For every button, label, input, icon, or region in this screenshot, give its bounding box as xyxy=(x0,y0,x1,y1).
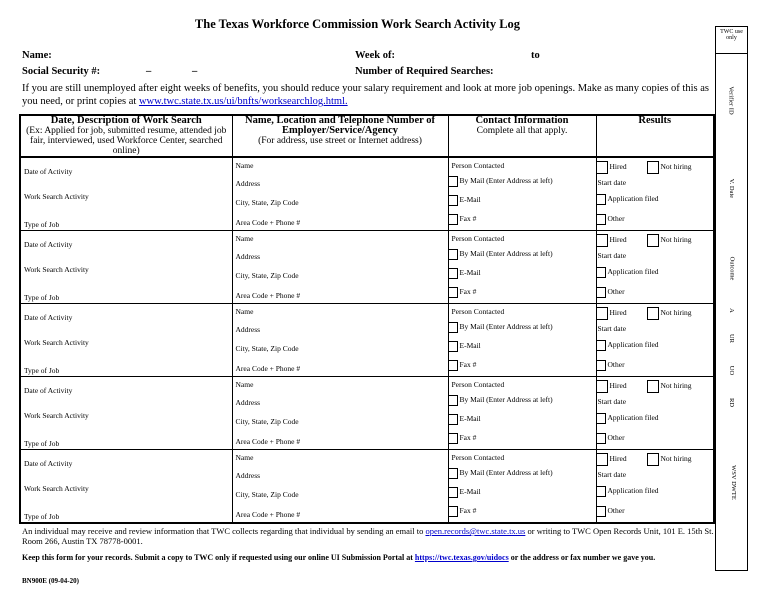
not-hiring-label: Not hiring xyxy=(660,235,692,245)
side-label-a: A xyxy=(727,308,735,313)
form-code: BN900E (09-04-20) xyxy=(22,577,79,585)
application-filed-label: Application filed xyxy=(607,340,659,350)
fax-checkbox[interactable] xyxy=(448,287,458,298)
phone-label: Area Code + Phone # xyxy=(235,291,301,300)
employer-address-label: Address xyxy=(235,179,261,188)
type-of-job-label: Type of Job xyxy=(24,512,60,521)
twc-use-only-header: TWC use only xyxy=(716,27,747,54)
person-contacted-label: Person Contacted xyxy=(451,453,505,462)
employer-name-label: Name xyxy=(235,307,254,316)
phone-label: Area Code + Phone # xyxy=(235,437,301,446)
by-mail-label: By Mail (Enter Address at left) xyxy=(459,395,553,405)
side-label-verifier-id: Verifier ID xyxy=(728,86,735,115)
intro-text: If you are still unemployed after eight weeks of benefits, you should reduce your salary requirement and look at more job openings. Make as many copies of this as you need, or print copies at xyxy=(22,83,709,107)
fax-checkbox[interactable] xyxy=(448,360,458,371)
side-label-v-date: V. Date xyxy=(727,178,735,199)
work-search-activity-label: Work Search Activity xyxy=(24,484,89,493)
date-of-activity-label: Date of Activity xyxy=(24,167,73,176)
date-of-activity-label: Date of Activity xyxy=(24,459,73,468)
privacy-notice xyxy=(22,526,716,546)
results-cell xyxy=(596,157,714,231)
start-date-label: Start date xyxy=(597,470,627,479)
application-filed-label: Application filed xyxy=(607,194,659,204)
side-label-wsv-dwte: WSV DWTE xyxy=(729,465,737,500)
fax-checkbox[interactable] xyxy=(448,214,458,225)
start-date-label: Start date xyxy=(597,397,627,406)
results-cell xyxy=(596,450,714,524)
other-checkbox[interactable] xyxy=(596,433,606,444)
employer-name-label: Name xyxy=(235,453,254,462)
type-of-job-label: Type of Job xyxy=(24,220,60,229)
email-checkbox[interactable] xyxy=(448,268,458,279)
ssn-dash-2: – xyxy=(192,66,198,77)
city-state-zip-label: City, State, Zip Code xyxy=(235,344,299,353)
employer-cell xyxy=(232,231,448,304)
application-filed-checkbox[interactable] xyxy=(596,340,606,351)
start-date-label: Start date xyxy=(597,178,627,187)
table-row xyxy=(20,377,714,450)
phone-label: Area Code + Phone # xyxy=(235,364,301,373)
name-label: Name: xyxy=(22,50,52,61)
contact-cell xyxy=(448,304,596,377)
fax-checkbox[interactable] xyxy=(448,433,458,444)
required-searches-label: Number of Required Searches: xyxy=(355,66,494,77)
form-title: The Texas Workforce Commission Work Search Activity Log xyxy=(194,17,521,31)
application-filed-checkbox[interactable] xyxy=(596,486,606,497)
other-checkbox[interactable] xyxy=(596,287,606,298)
application-filed-checkbox[interactable] xyxy=(596,413,606,424)
fax-label: Fax # xyxy=(459,287,477,297)
fax-label: Fax # xyxy=(459,433,477,443)
contact-cell xyxy=(448,377,596,450)
side-label-ur: UR xyxy=(728,333,735,344)
phone-label: Area Code + Phone # xyxy=(235,510,301,519)
city-state-zip-label: City, State, Zip Code xyxy=(235,198,299,207)
activity-cell xyxy=(20,450,232,524)
start-date-label: Start date xyxy=(597,251,627,260)
activity-cell xyxy=(20,231,232,304)
city-state-zip-label: City, State, Zip Code xyxy=(235,417,299,426)
hired-checkbox[interactable] xyxy=(596,307,608,320)
work-search-activity-label: Work Search Activity xyxy=(24,338,89,347)
other-checkbox[interactable] xyxy=(596,214,606,225)
city-state-zip-label: City, State, Zip Code xyxy=(235,490,299,499)
employer-name-label: Name xyxy=(235,234,254,243)
employer-cell xyxy=(232,304,448,377)
application-filed-checkbox[interactable] xyxy=(596,267,606,278)
table-row xyxy=(20,450,714,524)
person-contacted-label: Person Contacted xyxy=(451,234,505,243)
activity-cell xyxy=(20,157,232,231)
privacy-text-2: or writing to TWC Open Records Unit, 101 E. 15th St. Room 266, Austin TX 78778-0001. xyxy=(22,526,714,546)
employer-cell xyxy=(232,450,448,524)
email-label: E-Mail xyxy=(459,195,481,205)
table-row xyxy=(20,304,714,377)
hired-checkbox[interactable] xyxy=(596,380,608,393)
application-filed-checkbox[interactable] xyxy=(596,194,606,205)
fax-checkbox[interactable] xyxy=(448,506,458,517)
work-search-activity-label: Work Search Activity xyxy=(24,411,89,420)
by-mail-checkbox[interactable] xyxy=(448,468,458,479)
other-label: Other xyxy=(607,287,625,297)
not-hiring-label: Not hiring xyxy=(660,381,692,391)
twc-use-only-column xyxy=(715,26,748,571)
application-filed-label: Application filed xyxy=(607,413,659,423)
email-label: E-Mail xyxy=(459,268,481,278)
keep-text-2: or the address or fax number we gave you. xyxy=(510,553,656,562)
work-search-log-table xyxy=(19,114,715,524)
employer-name-label: Name xyxy=(235,380,254,389)
to-label: to xyxy=(531,50,540,61)
hired-label: Hired xyxy=(609,235,627,245)
column-header-results: Results xyxy=(596,115,714,157)
privacy-text: An individual may receive and review information that TWC collects regarding that individual by sending an email to xyxy=(22,526,424,536)
fax-label: Fax # xyxy=(459,506,477,516)
column-header-contact: Contact Information Complete all that apply. xyxy=(448,115,596,157)
hired-label: Hired xyxy=(609,454,627,464)
employer-address-label: Address xyxy=(235,471,261,480)
not-hiring-checkbox[interactable] xyxy=(647,234,659,247)
email-checkbox[interactable] xyxy=(448,414,458,425)
side-label-uo: UO xyxy=(727,365,735,376)
contact-cell xyxy=(448,157,596,231)
email-label: E-Mail xyxy=(459,341,481,351)
other-checkbox[interactable] xyxy=(596,360,606,371)
work-search-activity-label: Work Search Activity xyxy=(24,192,89,201)
person-contacted-label: Person Contacted xyxy=(451,307,505,316)
not-hiring-checkbox[interactable] xyxy=(647,307,659,320)
type-of-job-label: Type of Job xyxy=(24,439,60,448)
person-contacted-label: Person Contacted xyxy=(451,380,505,389)
date-of-activity-label: Date of Activity xyxy=(24,313,73,322)
ssn-dash-1: – xyxy=(146,66,152,77)
email-checkbox[interactable] xyxy=(448,341,458,352)
contact-cell xyxy=(448,231,596,304)
hired-label: Hired xyxy=(609,162,627,172)
by-mail-checkbox[interactable] xyxy=(448,322,458,333)
column-header-date: Date, Description of Work Search (Ex: Applied for job, submitted resume, attended job fair, interviewed, used Workforce Center, searched online) xyxy=(20,115,232,157)
other-label: Other xyxy=(607,360,625,370)
not-hiring-checkbox[interactable] xyxy=(647,161,659,174)
other-label: Other xyxy=(607,214,625,224)
other-label: Other xyxy=(607,433,625,443)
by-mail-label: By Mail (Enter Address at left) xyxy=(459,468,553,478)
side-label-outcome: Outcome xyxy=(727,256,735,281)
email-label: E-Mail xyxy=(459,414,481,424)
city-state-zip-label: City, State, Zip Code xyxy=(235,271,299,280)
by-mail-checkbox[interactable] xyxy=(448,249,458,260)
application-filed-label: Application filed xyxy=(607,486,659,496)
hired-checkbox[interactable] xyxy=(596,161,608,174)
type-of-job-label: Type of Job xyxy=(24,293,60,302)
employer-cell xyxy=(232,377,448,450)
email-checkbox[interactable] xyxy=(448,195,458,206)
not-hiring-label: Not hiring xyxy=(660,308,692,318)
not-hiring-checkbox[interactable] xyxy=(647,453,659,466)
open-records-email-link[interactable]: open.records@twc.state.tx.us xyxy=(425,526,526,536)
fax-label: Fax # xyxy=(459,214,477,224)
not-hiring-label: Not hiring xyxy=(660,162,692,172)
hired-checkbox[interactable] xyxy=(596,234,608,247)
hired-checkbox[interactable] xyxy=(596,453,608,466)
employer-name-label: Name xyxy=(235,161,254,170)
employer-address-label: Address xyxy=(235,325,261,334)
date-of-activity-label: Date of Activity xyxy=(24,240,73,249)
by-mail-label: By Mail (Enter Address at left) xyxy=(459,249,553,259)
by-mail-checkbox[interactable] xyxy=(448,176,458,187)
hired-label: Hired xyxy=(609,381,627,391)
ssn-label: Social Security #: xyxy=(22,66,101,77)
not-hiring-label: Not hiring xyxy=(660,454,692,464)
activity-cell xyxy=(20,304,232,377)
results-cell xyxy=(596,377,714,450)
work-search-activity-label: Work Search Activity xyxy=(24,265,89,274)
results-cell xyxy=(596,304,714,377)
intro-paragraph xyxy=(22,82,712,108)
table-row xyxy=(20,231,714,304)
results-cell xyxy=(596,231,714,304)
person-contacted-label: Person Contacted xyxy=(451,161,505,170)
by-mail-label: By Mail (Enter Address at left) xyxy=(459,322,553,332)
column-header-employer: Name, Location and Telephone Number of Employer/Service/Agency (For address, use street or Internet address) xyxy=(232,115,448,157)
not-hiring-checkbox[interactable] xyxy=(647,380,659,393)
week-of-label: Week of: xyxy=(355,50,395,61)
side-label-rd: RD xyxy=(728,397,735,408)
start-date-label: Start date xyxy=(597,324,627,333)
application-filed-label: Application filed xyxy=(607,267,659,277)
ui-submission-portal-link[interactable]: https://twc.texas.gov/uidocs xyxy=(414,553,509,562)
employer-address-label: Address xyxy=(235,252,261,261)
activity-cell xyxy=(20,377,232,450)
employer-cell xyxy=(232,157,448,231)
fax-label: Fax # xyxy=(459,360,477,370)
worksearchlog-link[interactable]: www.twc.state.tx.us/ui/bnfts/worksearchlog.html. xyxy=(138,96,348,107)
portal-label: UI Submission Portal at xyxy=(330,553,413,562)
keep-form-notice xyxy=(22,553,722,563)
email-checkbox[interactable] xyxy=(448,487,458,498)
keep-text: Keep this form for your records. Submit a copy to TWC only if requested using our online xyxy=(22,553,329,562)
by-mail-label: By Mail (Enter Address at left) xyxy=(459,176,553,186)
date-of-activity-label: Date of Activity xyxy=(24,386,73,395)
type-of-job-label: Type of Job xyxy=(24,366,60,375)
employer-address-label: Address xyxy=(235,398,261,407)
other-checkbox[interactable] xyxy=(596,506,606,517)
phone-label: Area Code + Phone # xyxy=(235,218,301,227)
by-mail-checkbox[interactable] xyxy=(448,395,458,406)
hired-label: Hired xyxy=(609,308,627,318)
contact-cell xyxy=(448,450,596,524)
other-label: Other xyxy=(607,506,625,516)
table-header-row xyxy=(20,115,714,157)
table-row xyxy=(20,157,714,231)
email-label: E-Mail xyxy=(459,487,481,497)
